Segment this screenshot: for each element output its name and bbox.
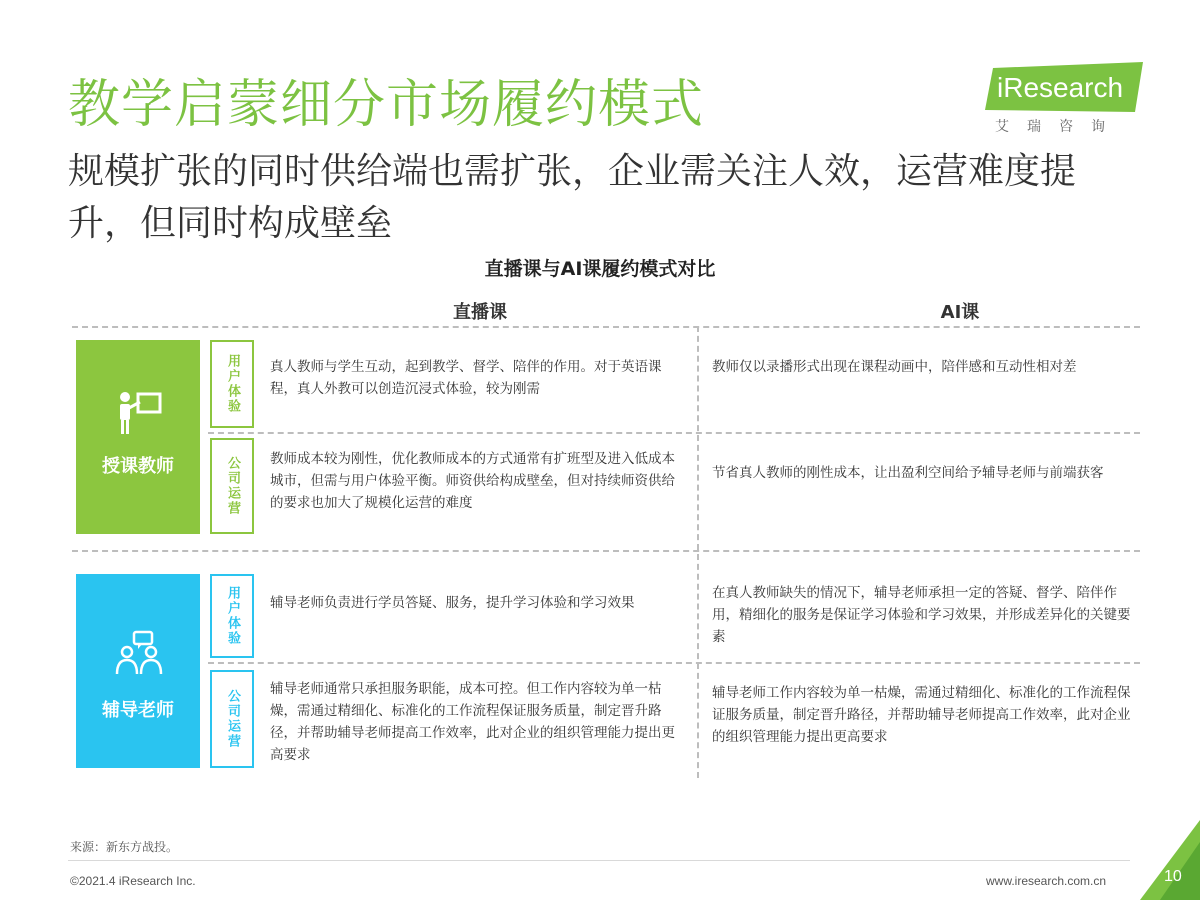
category-tutor bbox=[76, 574, 200, 768]
divider-top bbox=[72, 326, 1140, 328]
cell-ai: 节省真人教师的刚性成本，让出盈利空间给予辅导老师与前端获客 bbox=[712, 465, 1104, 481]
footer-divider bbox=[68, 860, 1130, 861]
sub-label-text: 公司运营 bbox=[225, 456, 240, 516]
cell-live: 教师成本较为刚性，优化教师成本的方式通常有扩班型及进入低成本城市，但需与用户体验平衡。师资供给构成壁垒，但对持续师资供给的要求也加大了规模化运营的难度 bbox=[270, 451, 675, 511]
page-subtitle: 规模扩张的同时供给端也需扩张，企业需关注人效，运营难度提升，但同时构成壁垒 bbox=[68, 151, 1077, 244]
sub-label-company-operations bbox=[210, 670, 254, 768]
cell-ai: 在真人教师缺失的情况下，辅导老师承担一定的答疑、督学、陪伴作用，精细化的服务是保证学习体验和学习效果，并形成差异化的关键要素 bbox=[712, 585, 1131, 645]
cell-live: 辅导老师通常只承担服务职能，成本可控。但工作内容较为单一枯燥，需通过精细化、标准化的工作流程保证服务质量，制定晋升路径，并帮助辅导老师提高工作效率，此对企业的组织管理能力提出更高要求 bbox=[270, 681, 675, 763]
category-label: 授课教师 bbox=[102, 456, 174, 477]
category-teacher bbox=[76, 340, 200, 534]
divider-group bbox=[72, 550, 1140, 552]
divider-row-1 bbox=[208, 432, 1140, 434]
source-note: 来源：新东方战投。 bbox=[70, 840, 179, 854]
column-header-ai: AI课 bbox=[940, 302, 980, 323]
sub-label-text: 用户体验 bbox=[225, 586, 240, 646]
cell-live: 真人教师与学生互动，起到教学、督学、陪伴的作用。对于英语课程，真人外教可以创造沉浸式体验，较为刚需 bbox=[270, 359, 662, 397]
logo-sub-text: 艾瑞咨询 bbox=[995, 119, 1123, 135]
page-number: 10 bbox=[1164, 868, 1182, 885]
iresearch-logo bbox=[985, 62, 1145, 140]
copyright: ©2021.4 iResearch Inc. bbox=[70, 874, 196, 888]
sub-label-text: 公司运营 bbox=[225, 689, 240, 749]
cell-ai: 辅导老师工作内容较为单一枯燥，需通过精细化、标准化的工作流程保证服务质量，制定晋升路径，并帮助辅导老师提高工作效率，此对企业的组织管理能力提出更高要求 bbox=[712, 685, 1131, 745]
tutor-icon bbox=[114, 630, 164, 680]
category-label: 辅导老师 bbox=[102, 700, 174, 721]
sub-label-user-experience bbox=[210, 340, 254, 428]
cell-ai: 教师仅以录播形式出现在课程动画中，陪伴感和互动性相对差 bbox=[712, 359, 1077, 375]
page-title: 教学启蒙细分市场履约模式 bbox=[68, 75, 705, 135]
sub-label-text: 用户体验 bbox=[225, 354, 240, 414]
logo-brand-text: iResearch bbox=[997, 72, 1124, 103]
divider-vertical bbox=[697, 326, 699, 778]
cell-live: 辅导老师负责进行学员答疑、服务，提升学习体验和学习效果 bbox=[270, 595, 635, 611]
teacher-icon bbox=[114, 388, 164, 438]
table-title: 直播课与AI课履约模式对比 bbox=[484, 258, 716, 280]
column-header-live: 直播课 bbox=[453, 302, 507, 323]
sub-label-company-operations bbox=[210, 438, 254, 534]
divider-row-3 bbox=[208, 662, 1140, 664]
corner-triangle-icon bbox=[1140, 820, 1200, 900]
sub-label-user-experience bbox=[210, 574, 254, 658]
website-link[interactable]: www.iresearch.com.cn bbox=[986, 874, 1107, 888]
